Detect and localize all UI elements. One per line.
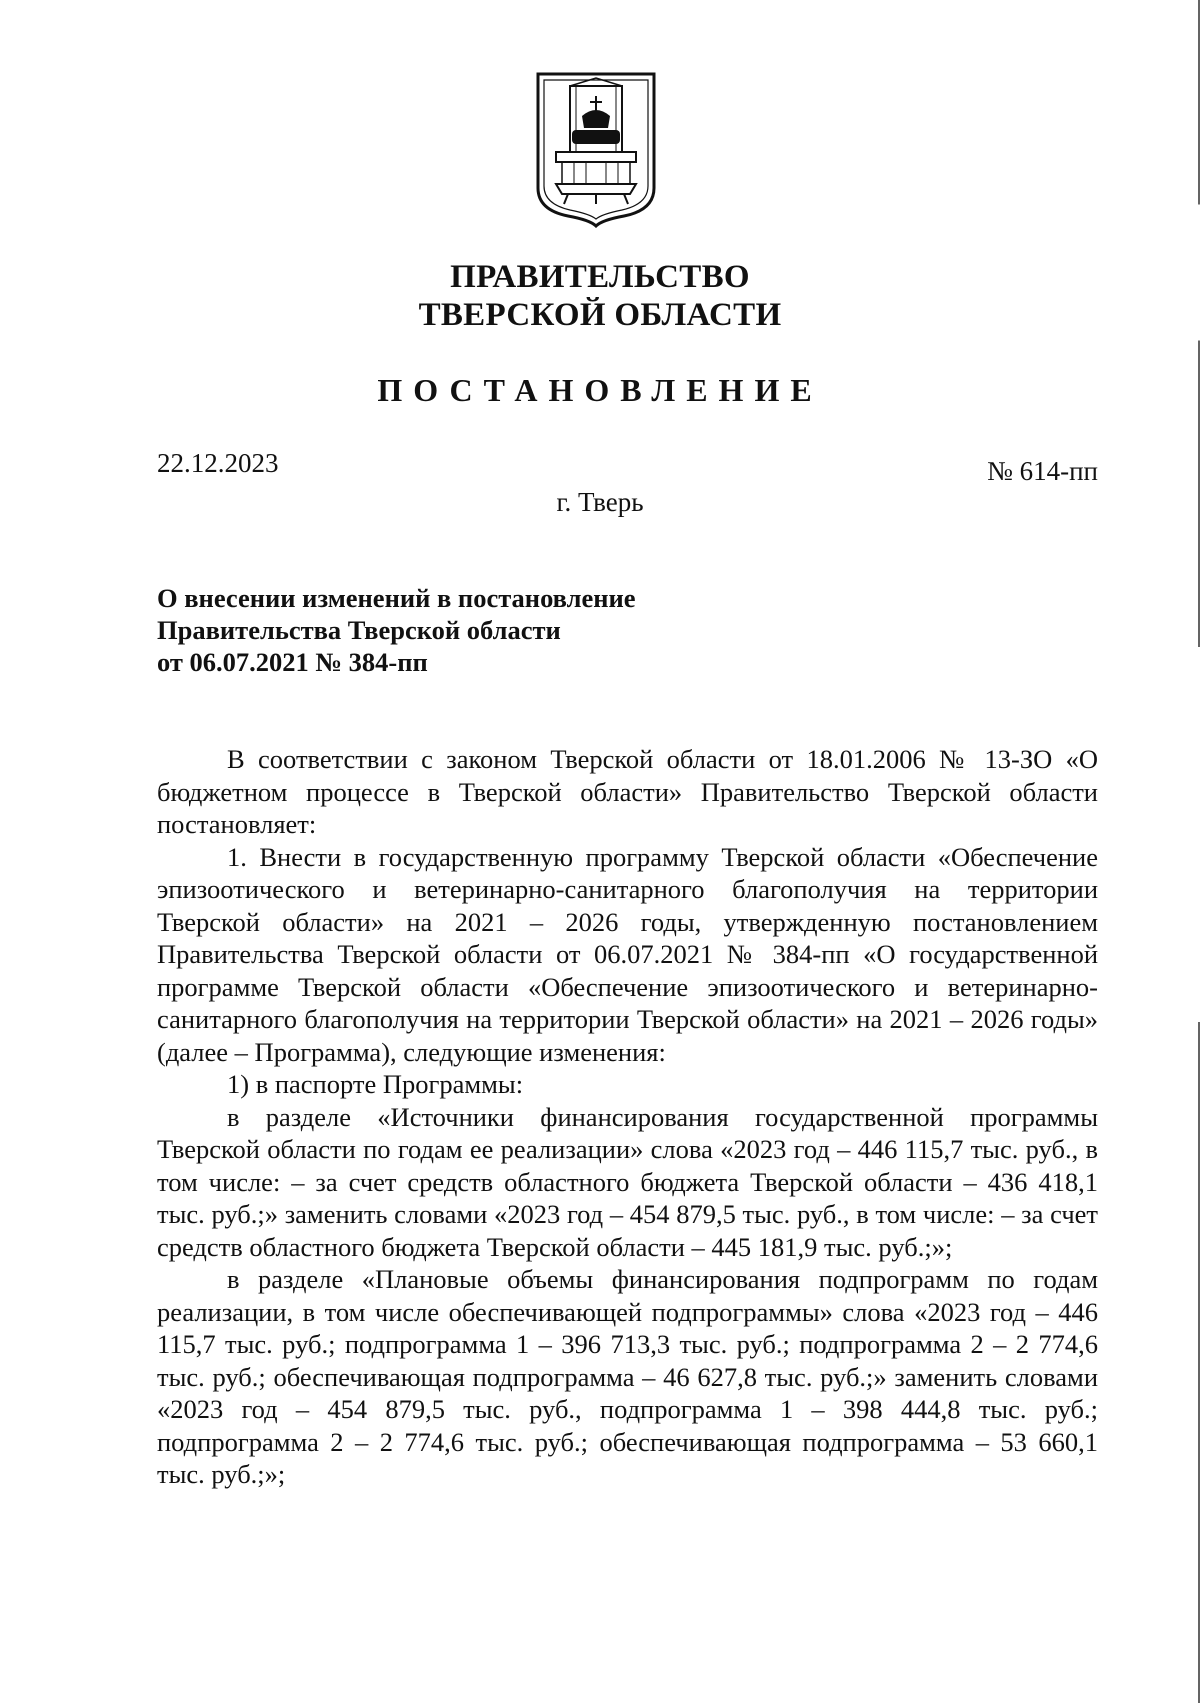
document-type: ПОСТАНОВЛЕНИЕ <box>377 372 823 408</box>
document-date: 22.12.2023 <box>157 448 279 478</box>
gov-title-line1: ПРАВИТЕЛЬСТВО <box>450 259 750 295</box>
subject-line3: от 06.07.2021 № 384-пп <box>157 647 428 677</box>
subject-line1: О внесении изменений в постановление <box>157 583 636 613</box>
government-title <box>0 258 1200 334</box>
body-paragraph-planned-volumes: в разделе «Плановые объемы финансирования подпрограмм по годам реализации, в том числе обеспечивающей подпрограммы» слова «2023 год – 446 115,7 тыс. руб.; подпрограмма 1 – 396 713,3 тыс. руб.; подпрограмма 2 – 2 774,6 тыс. руб.; обеспечивающая подпрограмма – 46 627,8 тыс. руб.;» заменить словами «2023 год – 454 879,5 тыс. руб., подпрограмма 1 – 398 444,8 тыс. руб.; подпрограмма 2 – 2 774,6 тыс. руб.; обеспечивающая подпрограмма – 53 660,1 тыс. руб.;»; <box>157 1264 1098 1489</box>
document-subject <box>157 582 636 678</box>
document-city: г. Тверь <box>556 487 644 517</box>
document-number: № 614-пп <box>987 456 1098 486</box>
tver-coat-of-arms-icon <box>532 70 660 228</box>
document-body <box>157 743 1098 1491</box>
body-paragraph-item-1: 1. Внести в государственную программу Тверской области «Обеспечение эпизоотического и ветеринарно-санитарного благополучия на территории Тверской области» на 2021 – 2026 годы, утвержденную постановлением Правительства Тверской области от 06.07.2021 № 384-пп «О государственной программе Тверской области «Обеспечение эпизоотического и ветеринарно-санитарного благополучия на территории Тверской области» на 2021 – 2026 годы» (далее – Программа), следующие изменения: <box>157 841 1098 1067</box>
body-paragraph-preamble: В соответствии с законом Тверской области от 18.01.2006 № 13-ЗО «О бюджетном процессе в Тверской области» Правительство Тверской области постановляет: <box>157 744 1098 839</box>
subject-line2: Правительства Тверской области <box>157 615 561 645</box>
body-paragraph-funding-sources: в разделе «Источники финансирования государственной программы Тверской области по годам ее реализации» слова «2023 год – 446 115,7 тыс. руб., в том числе: – за счет средств областного бюджета Тверской области – 436 418,1 тыс. руб.;» заменить словами «2023 год – 454 879,5 тыс. руб., в том числе: – за счет средств областного бюджета Тверской области – 445 181,9 тыс. руб.;»; <box>157 1101 1098 1262</box>
gov-title-line2: ТВЕРСКОЙ ОБЛАСТИ <box>418 297 782 333</box>
body-paragraph-subitem-1: 1) в паспорте Программы: <box>227 1069 524 1099</box>
